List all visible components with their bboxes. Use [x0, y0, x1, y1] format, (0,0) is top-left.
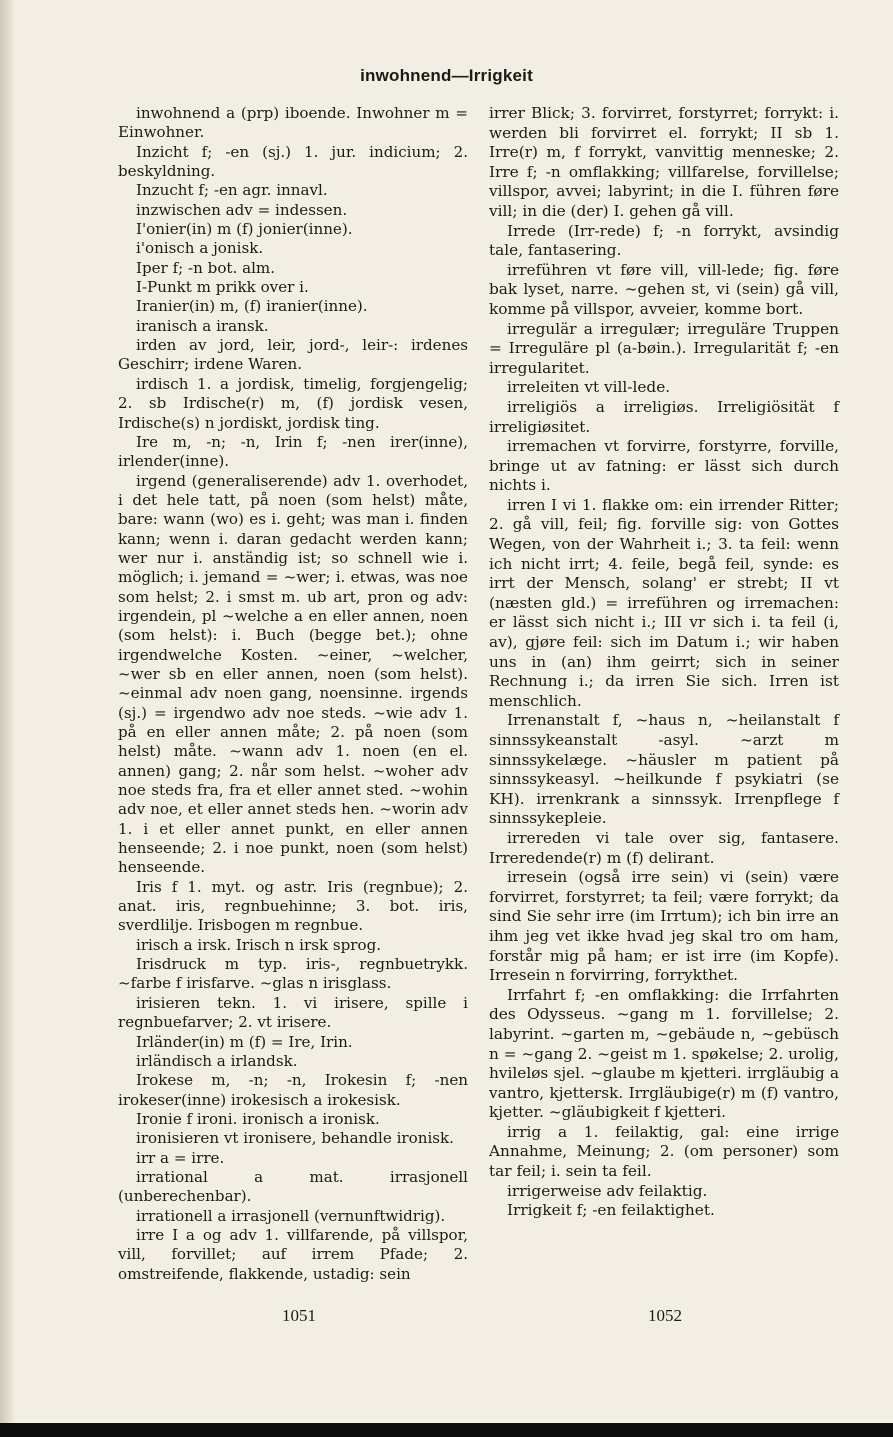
entry-irrenanstalt: Irrenanstalt f, ~haus n, ~heilanstalt f sinnssykeanstalt -asyl. ~arzt m sinnssykelæge. ~häusler m patient på sinnssykeasyl. ~heilkunde f psykiatri (se KH). irrenkrank a sinnssyk. Irrenpflege f sinnssykepleie.	[489, 711, 839, 828]
entry-irreligioes: irreligiös a irreligiøs. Irreligiösität f irreligiøsitet.	[489, 397, 839, 436]
entry-irisieren: irisieren tekn. 1. vi irisere, spille i regnbuefarver; 2. vt irisere.	[118, 993, 468, 1032]
entry-iris: Iris f 1. myt. og astr. Iris (regnbue); 2. anat. iris, regnbuehinne; 3. bot. iris, sverdlilje. Irisbogen m regnbue.	[118, 877, 468, 935]
entry-ironisieren: ironisieren vt ironisere, behandle ironisk.	[136, 1129, 454, 1148]
page-edge-shadow	[0, 0, 14, 1437]
entry-irgend: irgend (generaliserende) adv 1. overhodet, i det hele tatt, på noen (som helst) måte, bare: wann (wo) es i. geht; was man i. finden kann; wenn i. daran gedacht werden kann; wer nur i. anständig ist; so schnell wie i. möglich; i. jemand = ~wer; i. etwas, was noe som helst; 2. i smst m. ub art, pron og adv: irgendein, pl ~welche a en eller annen, noen (som helst): i. Buch (begge bet.); ohne irgendwelche Kosten. ~einer, ~welcher, ~wer sb en eller annen, noen (som helst). ~einmal adv noen gang, noensinne. irgends (sj.) = irgendwo adv noe steds. ~wie adv 1. på en eller annen måte; 2. på noen (som helst) måte. ~wann adv 1. noen (en el. annen) gang; 2. når som helst. ~woher adv noe steds fra, fra et eller annet sted. ~wohin adv noe, et eller annet steds hen. ~worin adv 1. i et eller annet punkt, en eller annen henseende; 2. i noe punkt, noen (som helst) henseende.	[118, 471, 468, 877]
page-number-left: 1051	[282, 1306, 316, 1325]
entry-irr: irr a = irre.	[136, 1148, 225, 1167]
entry-irdisch: irdisch 1. a jordisk, timelig, forgjengelig; 2. sb Irdische(r) m, (f) jordisk vesen, Irdische(s) n jordiskt, jordisk ting.	[118, 374, 468, 432]
page-number-right: 1052	[648, 1306, 682, 1325]
entry-irrefuehren: irreführen vt føre vill, vill-lede; fig. føre bak lyset, narre. ~gehen st, vi (sein) gå vill, komme på villspor, avveier, komme bort.	[489, 260, 839, 318]
entry-inzucht: Inzucht f; -en agr. innavl.	[136, 181, 328, 200]
entry-iranisch: iranisch a iransk.	[136, 316, 269, 335]
entry-irremachen: irremachen vt forvirre, forstyrre, forville, bringe ut av fatning: er lässt sich durch nichts i.	[489, 437, 839, 495]
entry-ire: Ire m, -n; -n, Irin f; -nen irer(inne), irlender(inne).	[118, 432, 468, 471]
entry-irre: irre I a og adv 1. villfarende, på villspor, vill, forvillet; auf irrem Pfade; 2. omstreifende, flakkende, ustadig: sein	[118, 1225, 468, 1283]
right-column	[489, 104, 839, 1221]
entry-irrigkeit: Irrigkeit f; -en feilaktighet.	[507, 1201, 715, 1220]
entry-irrational: irrational a mat. irrasjonell (unberechenbar).	[118, 1167, 468, 1206]
left-column	[118, 104, 468, 1284]
entry-irrationell: irrationell a irrasjonell (vernunftwidrig).	[136, 1206, 446, 1225]
entry-ionier: I'onier(in) m (f) jonier(inne).	[136, 220, 353, 239]
entry-irre-continued: irrer Blick; 3. forvirret, forstyrret; forrykt: i. werden bli forvirret el. forrykt; II sb 1. Irre(r) m, f forrykt, vanvittig menneske; 2. Irre f; -n omflakking; villfarelse, forvillelse; villspor, avvei; labyrint; in die I. führen føre vill; in die (der) I. gehen gå vill.	[489, 104, 839, 220]
entry-irden: irden av jord, leir, jord-, leir-: irdenes Geschirr; irdene Waren.	[118, 336, 468, 374]
entry-irrede: Irrede (Irr-rede) f; -n forrykt, avsindig tale, fantasering.	[489, 221, 839, 260]
entry-irresein: irresein (også irre sein) vi (sein) være forvirret, forstyrret; ta feil; være forrykt; da sind Sie sehr irre (im Irrtum); ich bin irre an ihm jeg vet ikke hvad jeg skal tro om ham, forstår mig på ham; er ist irre (im Kopfe). Irresein n forvirring, forrykthet.	[489, 868, 839, 985]
entry-irrigerweise: irrigerweise adv feilaktig.	[507, 1181, 708, 1200]
entry-ionisch: i'onisch a jonisk.	[136, 239, 264, 258]
entry-irokese: Irokese m, -n; -n, Irokesin f; -nen irokeser(inne) irokesisch a irokesisk.	[118, 1071, 468, 1109]
entry-i-punkt: I-Punkt m prikk over i.	[136, 278, 309, 297]
entry-iper: Iper f; -n bot. alm.	[136, 258, 276, 277]
entry-irisdruck: Irisdruck m typ. iris-, regnbuetrykk. ~farbe f irisfarve. ~glas n irisglass.	[118, 955, 468, 993]
entry-irlaendisch: irländisch a irlandsk.	[136, 1051, 298, 1070]
entry-inwohnend: inwohnend a (prp) iboende. Inwohner m = Einwohner.	[118, 104, 468, 142]
entry-irrfahrt: Irrfahrt f; -en omflakking: die Irrfahrten des Odysseus. ~gang m 1. forvillelse; 2. labyrint. ~garten m, ~gebäude n, ~gebüsch n = ~gang 2. ~geist m 1. spøkelse; 2. urolig, hvileløs sjel. ~glaube m kjetteri. irrgläubig a vantro, kjettersk. Irrgläubige(r) m (f) vantro, kjetter. ~gläubigkeit f kjetteri.	[489, 985, 839, 1122]
entry-irreleiten: irreleiten vt vill-lede.	[507, 378, 671, 397]
entry-inzwischen: inzwischen adv = indessen.	[136, 200, 348, 219]
entry-irren: irren I vi 1. flakke om: ein irrender Ritter; 2. gå vill, feil; fig. forville sig: von Gottes Wegen, von der Wahrheit i.; 3. ta feil: wenn ich nicht irrt; 4. feile, begå feil, synde: es irrt der Mensch, solang' er strebt; II vt (næsten gld.) = irreführen og irremachen: er lässt sich nicht i.; III vr sich i. ta feil (i, av), gjøre feil: sich im Datum i.; wir haben uns in (an) ihm geirrt; sich in seiner Rechnung i.; da irren Sie sich. Irren ist menschlich.	[489, 495, 839, 710]
entry-ironie: Ironie f ironi. ironisch a ironisk.	[136, 1109, 380, 1128]
entry-iranier: Iranier(in) m, (f) iranier(inne).	[136, 297, 368, 316]
entry-inzicht: Inzicht f; -en (sj.) 1. jur. indicium; 2. beskyldning.	[118, 142, 468, 181]
entry-irlaender: Irländer(in) m (f) = Ire, Irin.	[136, 1032, 353, 1051]
entry-irregulaer: irregulär a irregulær; irreguläre Truppen = Irreguläre pl (a-bøin.). Irregularität f; -en irregularitet.	[489, 319, 839, 377]
entry-irrereden: irrereden vi tale over sig, fantasere. Irreredende(r) m (f) delirant.	[489, 828, 839, 867]
bottom-edge-bar	[0, 1423, 893, 1437]
entry-irrig: irrig a 1. feilaktig, gal: eine irrige Annahme, Meinung; 2. (om personer) som tar feil; i. sein ta feil.	[489, 1122, 839, 1181]
entry-irisch: irisch a irsk. Irisch n irsk sprog.	[136, 935, 382, 954]
running-head: inwohnend—Irrigkeit	[360, 66, 533, 85]
